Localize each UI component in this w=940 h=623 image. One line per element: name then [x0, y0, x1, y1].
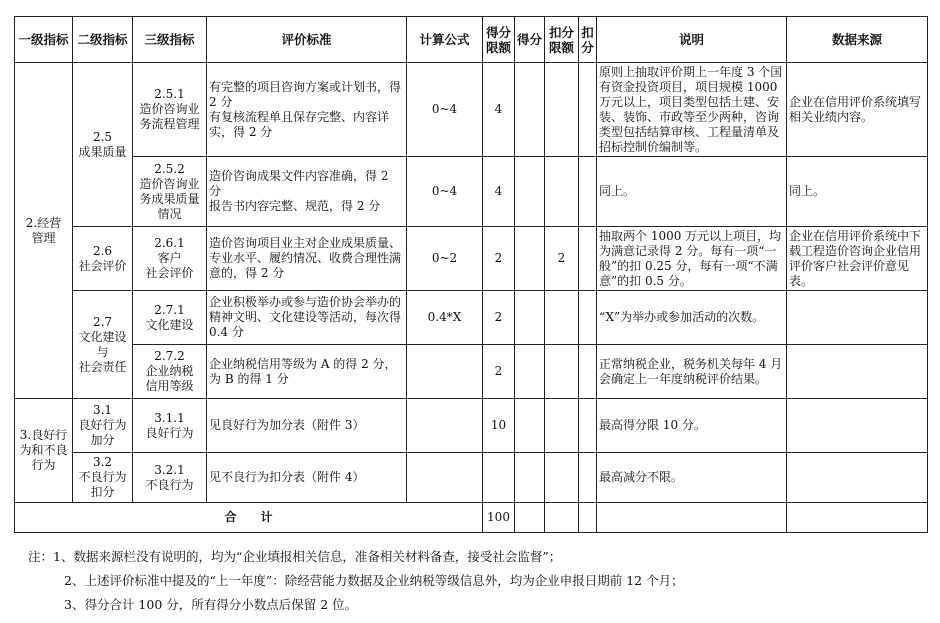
total-label: 合 计 — [15, 503, 483, 533]
desc-cell: 抽取两个 1000 万元以上项目，均为满意记录得 2 分。每有一项“一般”的扣 0.25 分，每有一项“不满意”的扣 0.5 分。 — [597, 227, 787, 291]
source-cell — [787, 453, 928, 503]
deduct-limit-cell — [545, 399, 579, 453]
header-level1: 一级指标 — [15, 17, 73, 63]
formula-cell — [407, 345, 483, 399]
desc-cell: 最高减分不限。 — [597, 453, 787, 503]
level3-cell: 3.2.1 不良行为 — [133, 453, 207, 503]
score-cell — [515, 227, 545, 291]
desc-cell: 正常纳税企业，税务机关每年 4 月会确定上一年度纳税评价结果。 — [597, 345, 787, 399]
deduct-limit-cell — [545, 157, 579, 227]
score-cell — [515, 345, 545, 399]
deduct-limit-cell: 2 — [545, 227, 579, 291]
total-score — [515, 503, 545, 533]
criteria-cell: 造价咨询成果文件内容准确，得 2 分 报告书内容完整、规范，得 2 分 — [207, 157, 407, 227]
score-cell — [515, 291, 545, 345]
level3-cell: 3.1.1 良好行为 — [133, 399, 207, 453]
header-source: 数据来源 — [787, 17, 928, 63]
formula-cell: 0~2 — [407, 227, 483, 291]
formula-cell — [407, 453, 483, 503]
criteria-cell: 造价咨询项目业主对企业成果质量、专业水平、履约情况、收费合理性满意的，得 2 分 — [207, 227, 407, 291]
level2-cell: 2.5 成果质量 — [73, 63, 133, 227]
source-cell — [787, 345, 928, 399]
total-score-limit: 100 — [483, 503, 515, 533]
deduct-cell — [579, 291, 597, 345]
source-cell: 企业在信用评价系统中下载工程造价咨询企业信用评价客户社会评价意见表。 — [787, 227, 928, 291]
header-deduct: 扣 分 — [579, 17, 597, 63]
score-limit-cell — [483, 453, 515, 503]
table-row — [15, 227, 928, 291]
level3-cell: 2.7.1 文化建设 — [133, 291, 207, 345]
criteria-cell: 企业纳税信用等级为 A 的得 2 分，为 B 的得 1 分 — [207, 345, 407, 399]
criteria-cell: 企业积极举办或参与造价协会举办的精神文明、文化建设等活动，每次得 0.4 分 — [207, 291, 407, 345]
level2-cell: 3.1 良好行为 加分 — [73, 399, 133, 453]
score-cell — [515, 157, 545, 227]
table-row — [15, 291, 928, 345]
formula-cell: 0.4*X — [407, 291, 483, 345]
source-cell — [787, 399, 928, 453]
table-row — [15, 63, 928, 157]
note-line: 3、得分合计 100 分，所有得分小数点后保留 2 位。 — [64, 597, 358, 612]
level1-cell: 2.经营 管理 — [15, 63, 73, 399]
header-row — [15, 17, 928, 63]
formula-cell: 0~4 — [407, 63, 483, 157]
deduct-cell — [579, 399, 597, 453]
score-limit-cell: 10 — [483, 399, 515, 453]
criteria-cell: 见良好行为加分表（附件 3） — [207, 399, 407, 453]
score-cell — [515, 63, 545, 157]
score-limit-cell: 4 — [483, 157, 515, 227]
total-deduct-limit — [545, 503, 579, 533]
header-level3: 三级指标 — [133, 17, 207, 63]
source-cell: 同上。 — [787, 157, 928, 227]
level3-cell: 2.5.2 造价咨询业 务成果质量 情况 — [133, 157, 207, 227]
deduct-limit-cell — [545, 453, 579, 503]
level2-cell: 2.7 文化建设 与 社会责任 — [73, 291, 133, 399]
header-criteria: 评价标准 — [207, 17, 407, 63]
header-formula: 计算公式 — [407, 17, 483, 63]
deduct-limit-cell — [545, 63, 579, 157]
deduct-cell — [579, 63, 597, 157]
level3-cell: 2.6.1 客户 社会评价 — [133, 227, 207, 291]
level2-cell: 2.6 社会评价 — [73, 227, 133, 291]
total-deduct — [579, 503, 597, 533]
desc-cell: 同上。 — [597, 157, 787, 227]
score-limit-cell: 4 — [483, 63, 515, 157]
score-cell — [515, 453, 545, 503]
score-limit-cell: 2 — [483, 345, 515, 399]
total-source — [787, 503, 928, 533]
header-deduct-limit: 扣分 限额 — [545, 17, 579, 63]
header-level2: 二级指标 — [73, 17, 133, 63]
deduct-limit-cell — [545, 345, 579, 399]
source-cell — [787, 291, 928, 345]
notes — [28, 545, 928, 617]
header-score-limit: 得分 限额 — [483, 17, 515, 63]
desc-cell: 原则上抽取评价期上一年度 3 个国有资金投资项目，项目规模 1000 万元以上，项目类型包括土建、安装、装饰、市政等至少两种，咨询类型包括结算审核、工程量清单及招标控制价编制等。 — [597, 63, 787, 157]
formula-cell — [407, 399, 483, 453]
source-cell: 企业在信用评价系统填写相关业绩内容。 — [787, 63, 928, 157]
header-desc: 说明 — [597, 17, 787, 63]
note-line: 注：1、数据来源栏没有说明的，均为“企业填报相关信息，准备相关材料备查，接受社会监督”； — [28, 549, 562, 564]
score-limit-cell: 2 — [483, 227, 515, 291]
criteria-cell: 见不良行为扣分表（附件 4） — [207, 453, 407, 503]
deduct-cell — [579, 157, 597, 227]
total-desc — [597, 503, 787, 533]
note-line: 2、上述评价标准中提及的“上一年度”：除经营能力数据及企业纳税等级信息外，均为企业申报日期前 12 个月； — [64, 573, 684, 588]
level1-cell: 3.良好行 为和不良 行为 — [15, 399, 73, 503]
evaluation-table — [14, 16, 928, 533]
deduct-cell — [579, 345, 597, 399]
desc-cell: “X”为举办或参加活动的次数。 — [597, 291, 787, 345]
score-limit-cell: 2 — [483, 291, 515, 345]
header-score: 得分 — [515, 17, 545, 63]
desc-cell: 最高得分限 10 分。 — [597, 399, 787, 453]
level3-cell: 2.5.1 造价咨询业 务流程管理 — [133, 63, 207, 157]
level2-cell: 3.2 不良行为 扣分 — [73, 453, 133, 503]
score-cell — [515, 399, 545, 453]
deduct-cell — [579, 453, 597, 503]
table-row — [15, 345, 928, 399]
formula-cell: 0~4 — [407, 157, 483, 227]
criteria-cell: 有完整的项目咨询方案或计划书，得 2 分 有复核流程单且保存完整、内容详实，得 2 分 — [207, 63, 407, 157]
level3-cell: 2.7.2 企业纳税 信用等级 — [133, 345, 207, 399]
deduct-limit-cell — [545, 291, 579, 345]
table-row — [15, 453, 928, 503]
total-row — [15, 503, 928, 533]
deduct-cell — [579, 227, 597, 291]
table-row — [15, 399, 928, 453]
table-row — [15, 157, 928, 227]
